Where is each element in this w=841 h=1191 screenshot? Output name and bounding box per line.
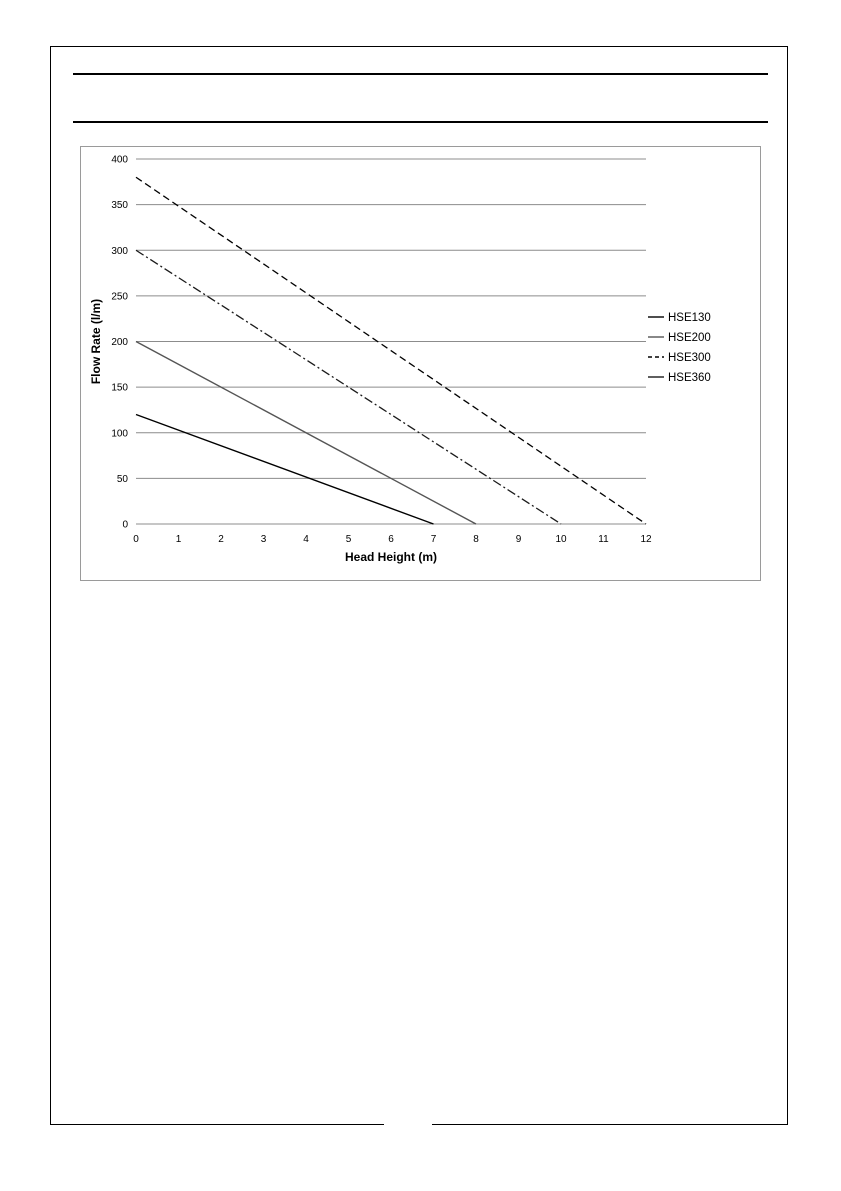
x-tick-label: 7 (430, 534, 437, 545)
y-tick-label: 300 (111, 245, 128, 257)
series-lines (136, 177, 646, 524)
series-line-hse130 (136, 415, 434, 525)
y-tick-label: 250 (111, 291, 128, 303)
legend-label-hse130: HSE130 (668, 312, 711, 324)
flow-rate-chart (81, 147, 759, 579)
x-tick-label: 2 (218, 534, 224, 545)
grid-lines (136, 159, 646, 524)
x-tick-label: 8 (473, 534, 479, 545)
y-tick-label: 150 (111, 382, 128, 394)
x-tick-label: 5 (345, 534, 352, 545)
y-tick-label: 400 (111, 154, 128, 166)
x-tick-label: 11 (598, 534, 609, 545)
legend-label-hse200: HSE200 (668, 332, 711, 344)
x-tick-label: 1 (175, 534, 182, 545)
x-tick-label: 6 (388, 534, 394, 545)
y-tick-label: 0 (122, 519, 128, 531)
y-tick-labels (111, 155, 128, 531)
x-tick-label: 9 (515, 534, 522, 545)
y-axis-title: Flow Rate (l/m) (89, 298, 103, 385)
x-tick-labels (133, 534, 652, 545)
legend (648, 312, 711, 384)
header-rule-top (73, 73, 768, 75)
series-line-hse300 (136, 177, 646, 524)
header-rule-bottom (73, 121, 768, 123)
x-tick-label: 4 (303, 534, 309, 545)
x-tick-label: 12 (640, 534, 652, 545)
y-tick-label: 100 (111, 428, 128, 440)
x-tick-label: 10 (555, 534, 567, 545)
x-tick-label: 0 (133, 534, 139, 545)
chart-container (80, 146, 761, 581)
y-tick-label: 350 (111, 200, 128, 212)
legend-label-hse300: HSE300 (668, 352, 711, 364)
y-tick-label: 200 (111, 337, 128, 348)
x-axis-title: Head Height (m) (344, 550, 438, 564)
y-tick-label: 50 (116, 473, 128, 485)
footer-gap (384, 1120, 432, 1130)
x-tick-label: 3 (260, 534, 267, 545)
legend-label-hse360: HSE360 (668, 372, 711, 384)
